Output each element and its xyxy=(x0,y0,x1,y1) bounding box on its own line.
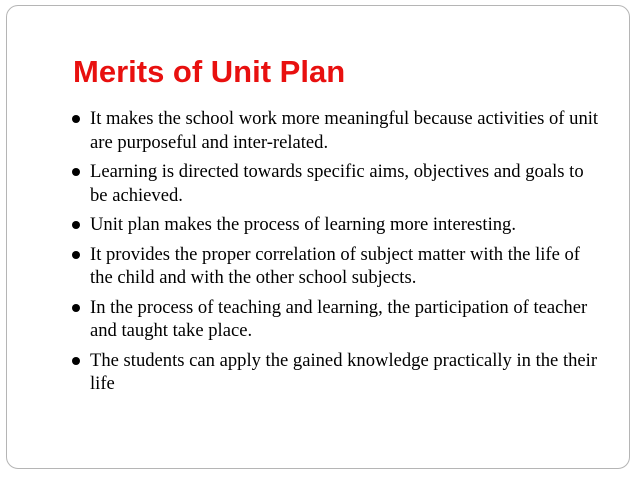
bullet-text: Unit plan makes the process of learning more interesting. xyxy=(90,214,516,235)
bullet-item xyxy=(72,160,604,207)
bullet-text: The students can apply the gained knowledge practically in the their life xyxy=(90,349,598,394)
bullet-dot-icon xyxy=(72,221,80,229)
bullet-dot-icon xyxy=(72,304,80,312)
bullet-item xyxy=(72,296,604,343)
bullet-item xyxy=(72,107,604,154)
slide-title: Merits of Unit Plan xyxy=(73,54,346,89)
bullet-dot-icon xyxy=(72,115,80,123)
bullet-item xyxy=(72,243,604,290)
bullet-dot-icon xyxy=(72,357,80,365)
bullet-item xyxy=(72,349,604,396)
bullet-text: It provides the proper correlation of subject matter with the life of the child and with the other school subjects. xyxy=(90,243,580,288)
bullet-text: It makes the school work more meaningful because activities of unit are purposeful and inter-related. xyxy=(90,108,599,153)
bullet-dot-icon xyxy=(72,251,80,259)
bullet-list xyxy=(72,107,604,396)
bullet-text: In the process of teaching and learning, the participation of teacher and taught take place. xyxy=(90,296,588,341)
bullet-text: Learning is directed towards specific aims, objectives and goals to be achieved. xyxy=(90,161,584,206)
bullet-dot-icon xyxy=(72,168,80,176)
bullet-item xyxy=(72,213,604,237)
